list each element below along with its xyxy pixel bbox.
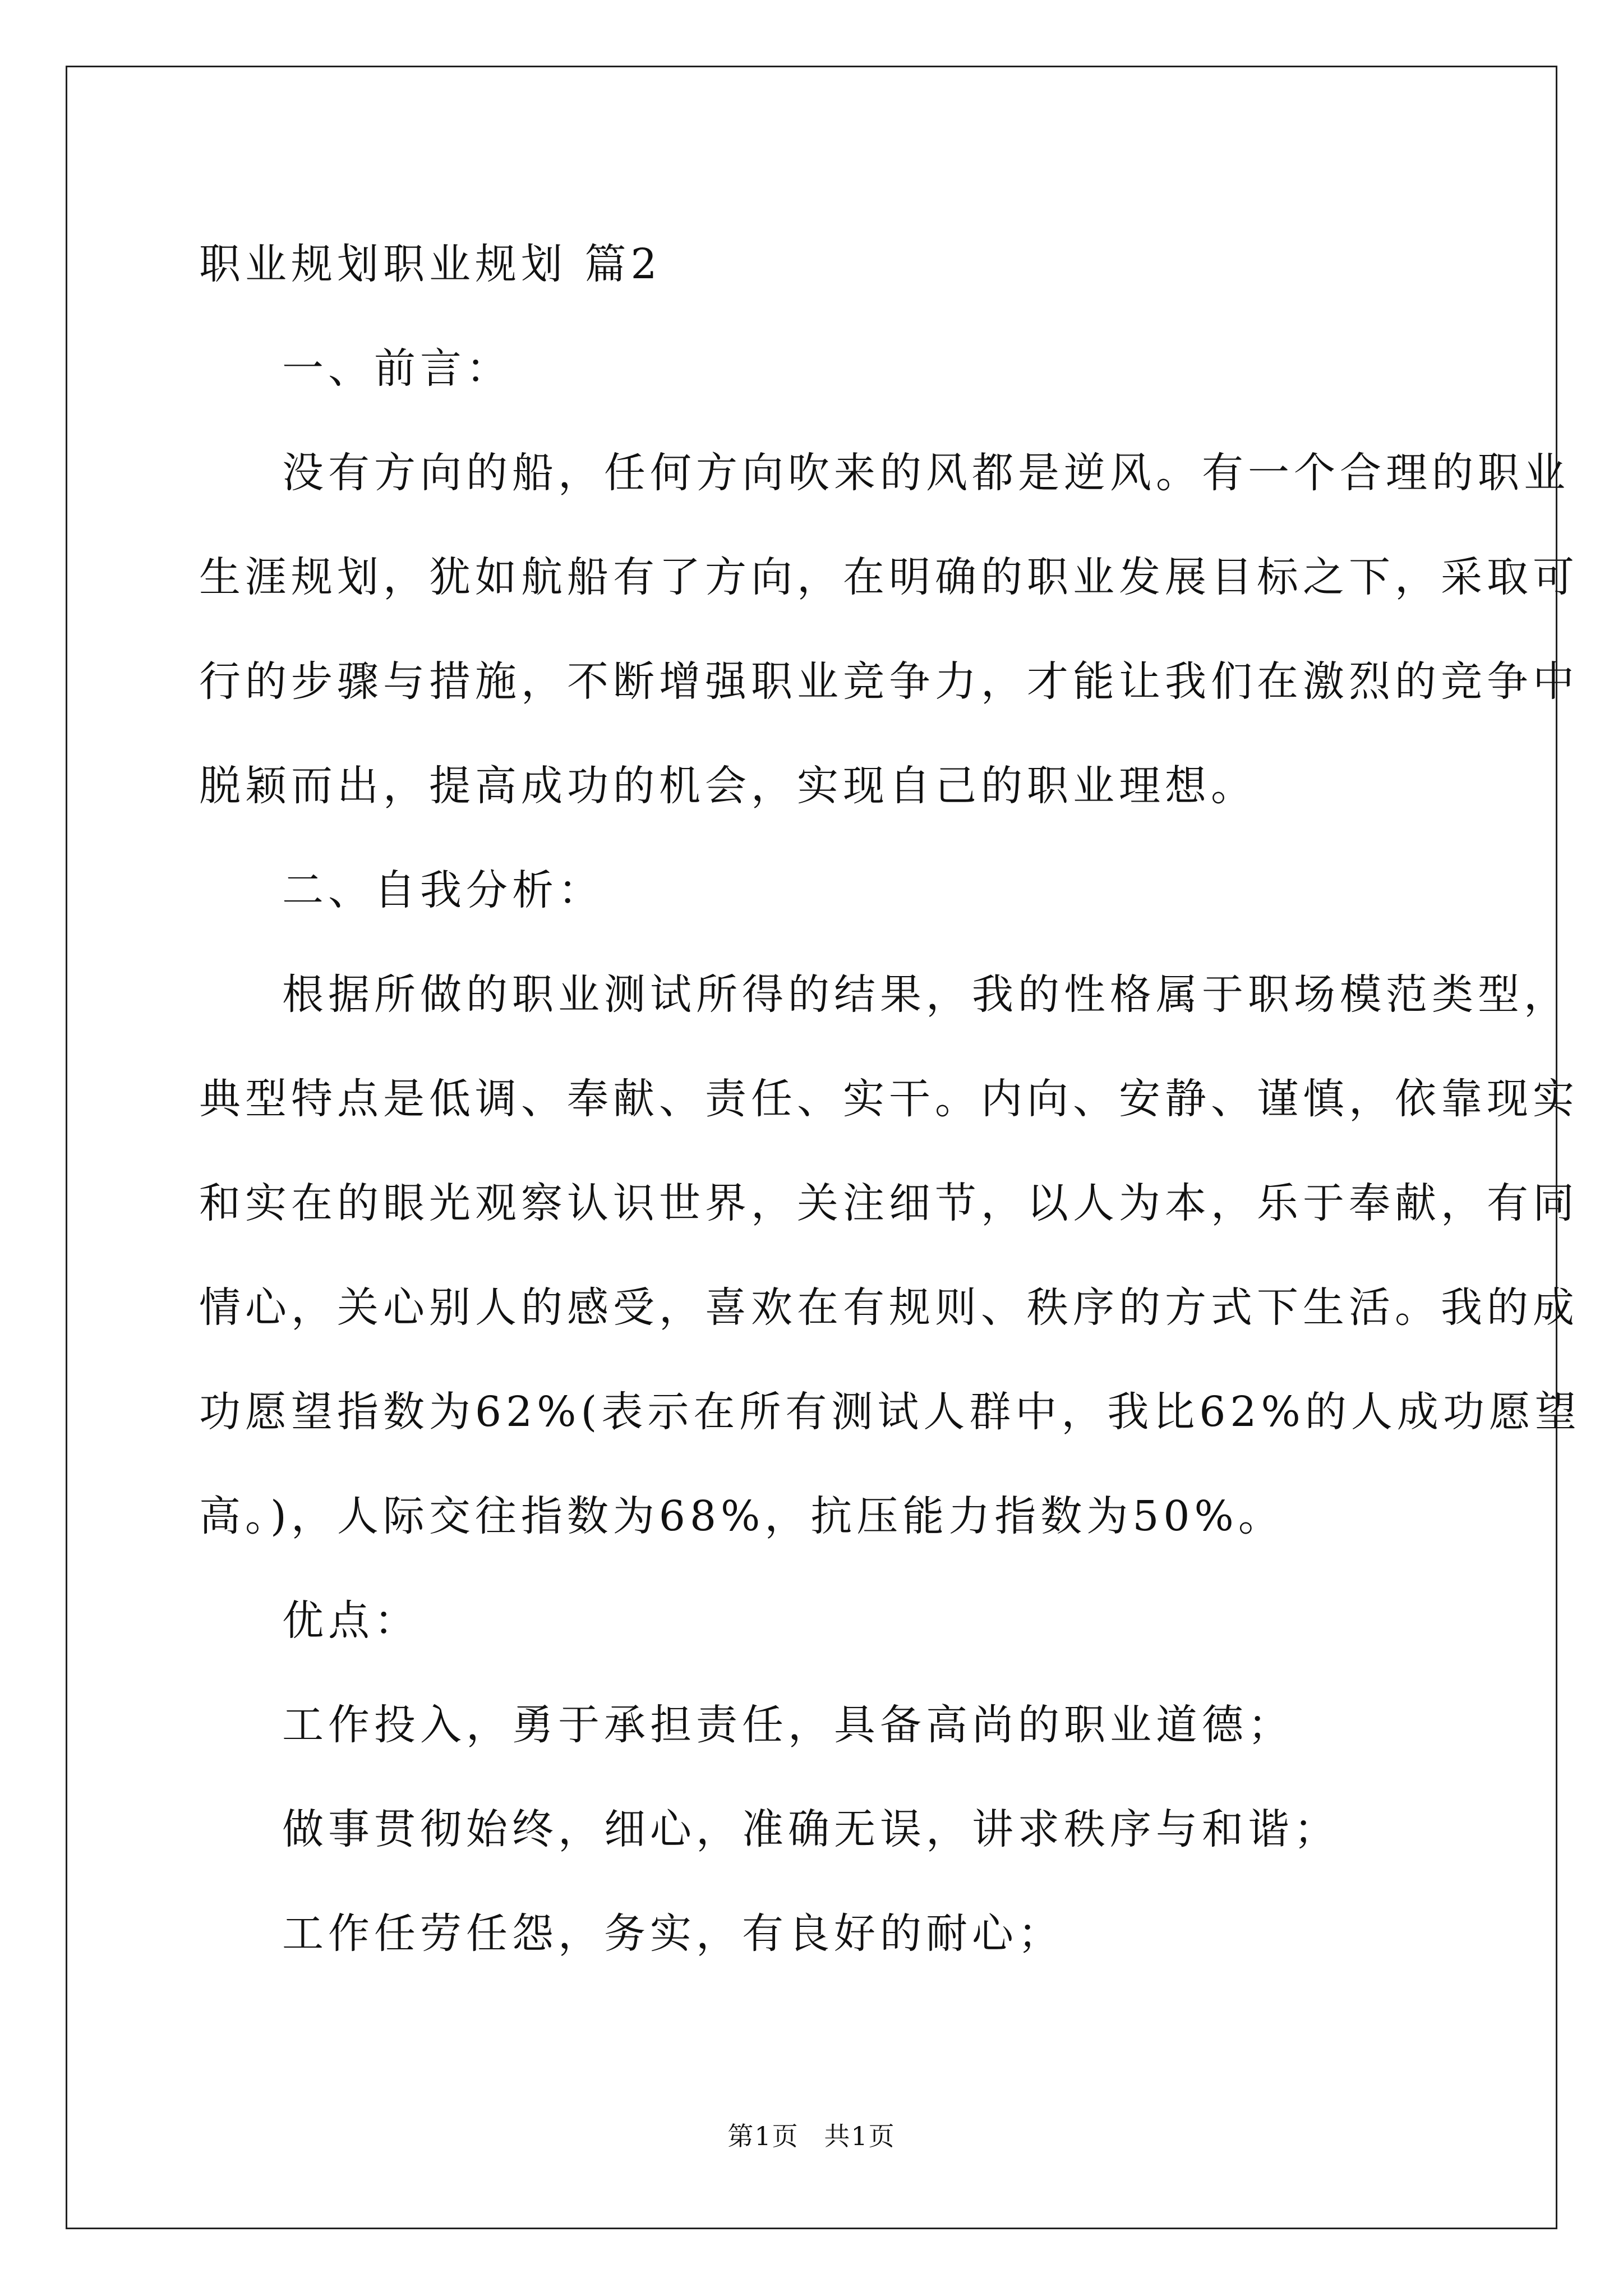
- page-number-current: 第1页: [727, 2121, 799, 2151]
- paragraph-line: 生涯规划，犹如航船有了方向，在明确的职业发展目标之下，采取可: [199, 553, 1579, 601]
- document-title: 职业规划职业规划 篇2: [199, 240, 662, 288]
- paragraph-line: 功愿望指数为62%(表示在所有测试人群中，我比62%的人成功愿望: [199, 1388, 1581, 1436]
- section-heading-preface: 一、前言：: [282, 344, 512, 393]
- page-number-total: 共1页: [824, 2121, 896, 2151]
- page-footer: [0, 2116, 1623, 2153]
- paragraph-line: 情心，关心别人的感受，喜欢在有规则、秩序的方式下生活。我的成: [199, 1283, 1579, 1332]
- section-heading-strengths: 优点：: [282, 1596, 420, 1645]
- list-item: 工作投入，勇于承担责任，具备高尚的职业道德；: [282, 1701, 1294, 1749]
- document-body: [199, 212, 1581, 1986]
- list-item: 做事贯彻始终，细心，准确无误，讲求秩序与和谐；: [282, 1805, 1340, 1853]
- paragraph-line: 没有方向的船，任何方向吹来的风都是逆风。有一个合理的职业: [282, 449, 1570, 497]
- paragraph-line: 典型特点是低调、奉献、责任、实干。内向、安静、谨慎，依靠现实: [199, 1075, 1579, 1123]
- list-item: 工作任劳任怨，务实，有良好的耐心；: [282, 1910, 1064, 1958]
- paragraph-line: 根据所做的职业测试所得的结果，我的性格属于职场模范类型，: [282, 970, 1570, 1019]
- paragraph-line: 行的步骤与措施，不断增强职业竞争力，才能让我们在激烈的竞争中: [199, 657, 1579, 706]
- paragraph-line: 脱颖而出，提高成功的机会，实现自己的职业理想。: [199, 762, 1257, 810]
- paragraph-line: 高。)，人际交往指数为68%，抗压能力指数为50%。: [199, 1492, 1284, 1540]
- section-heading-self-analysis: 二、自我分析：: [282, 866, 604, 914]
- paragraph-line: 和实在的眼光观察认识世界，关注细节，以人为本，乐于奉献，有同: [199, 1179, 1579, 1227]
